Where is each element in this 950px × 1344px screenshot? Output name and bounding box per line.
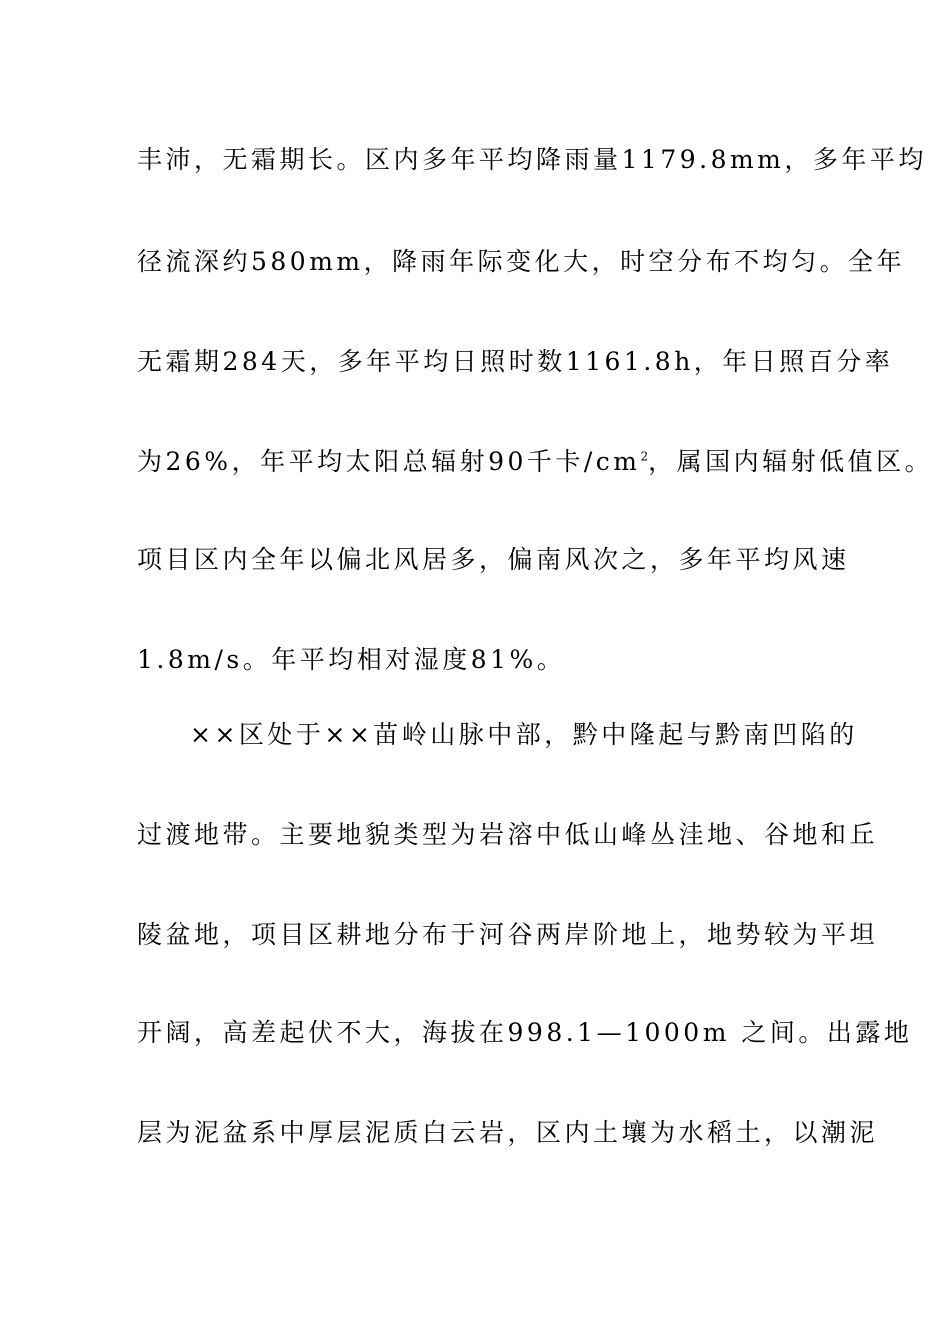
superscript: 2 (640, 449, 649, 464)
text-line: 陵盆地，项目区耕地分布于河谷两岸阶地上，地势较为平坦 (137, 920, 879, 949)
text-line: 开阔，高差起伏不大，海拔在998.1—1000m 之间。出露地 (137, 1018, 913, 1047)
text-line (137, 447, 933, 477)
text-line: 丰沛，无霜期长。区内多年平均降雨量1179.8mm，多年平均 (137, 145, 927, 174)
paragraph-first-line: ××区处于××苗岭山脉中部，黔中隆起与黔南凹陷的 (190, 720, 858, 749)
text-line: 项目区内全年以偏北风居多，偏南风次之，多年平均风速 (137, 545, 850, 574)
text-line: 过渡地带。主要地貌类型为岩溶中低山峰丛洼地、谷地和丘 (137, 820, 879, 849)
text-line: 径流深约580mm，降雨年际变化大，时空分布不均匀。全年 (137, 247, 906, 276)
text-segment: ，属国内辐射低值区。 (648, 447, 934, 476)
text-line: 1.8m/s。年平均相对湿度81%。 (137, 645, 566, 674)
text-segment: 为26%，年平均太阳总辐射90千卡/cm (137, 447, 641, 476)
text-line: 层为泥盆系中厚层泥质白云岩，区内土壤为水稻土，以潮泥 (137, 1118, 879, 1147)
text-line: 无霜期284天，多年平均日照时数1161.8h，年日照百分率 (137, 347, 894, 376)
